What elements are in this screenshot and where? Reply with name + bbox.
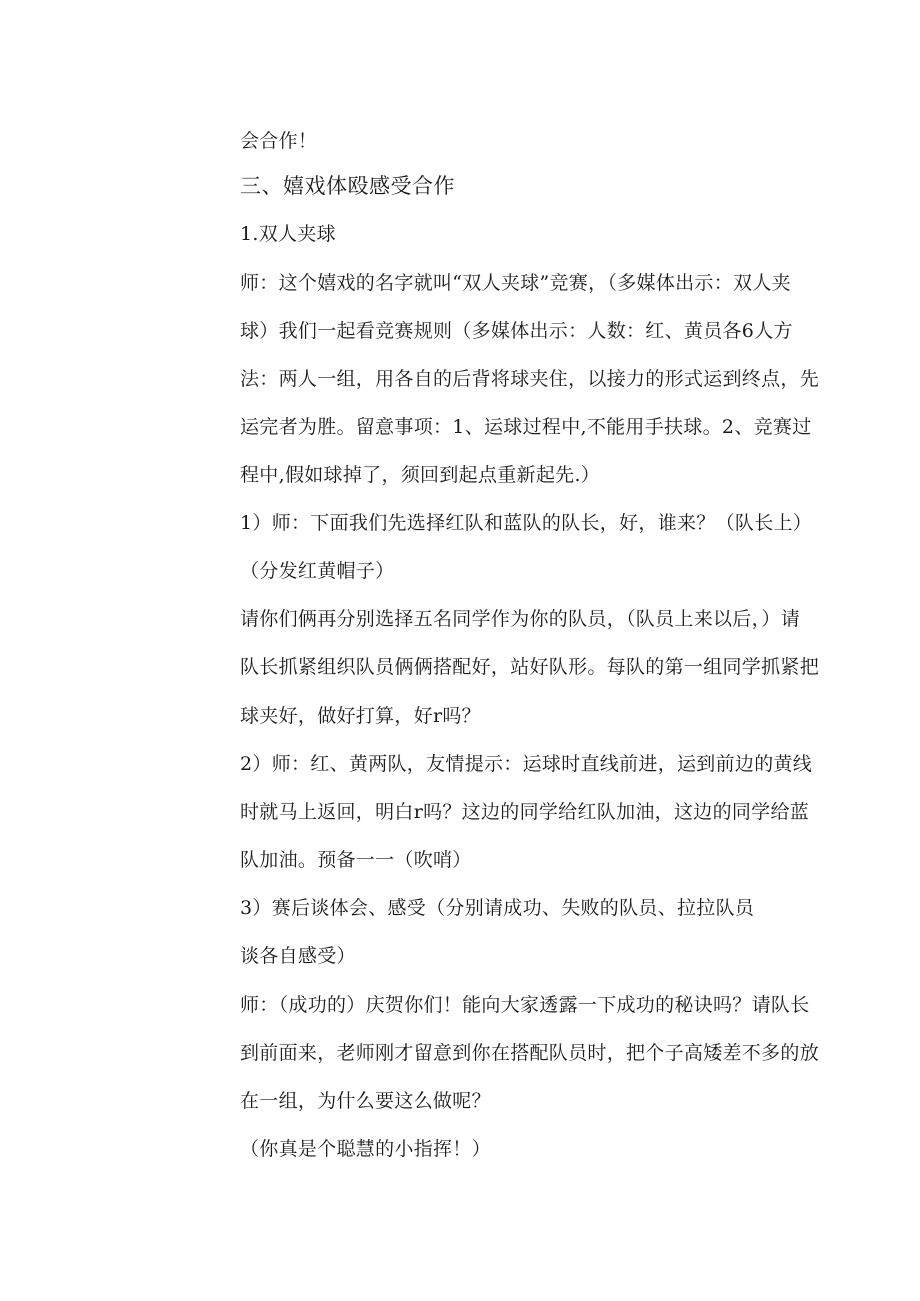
text-line: 程中,假如球掉了，须回到起点重新起先.） [240, 464, 601, 486]
section-heading: 三、嬉戏体殴感受合作 [240, 174, 455, 198]
text-line: 时就马上返回，明白r吗？这边的同学给红队加油，这边的同学给蓝 [240, 801, 810, 823]
subsection-heading: 1.双人夹球 [240, 223, 336, 245]
text-line: 队长抓紧组织队员俩俩搭配好，站好队形。每队的第一组同学抓紧把 [240, 656, 820, 678]
text-line: 师：（成功的）庆贺你们！能向大家透露一下成功的秘诀吗？请队长 [240, 994, 810, 1016]
text-line: 会合作！ [240, 130, 318, 152]
text-line: 谈各自感受） [240, 945, 356, 967]
text-line: 到前面来，老师刚才留意到你在搭配队员时，把个子高矮差不多的放 [240, 1042, 820, 1064]
text-line: 3）赛后谈体会、感受（分别请成功、失败的队员、拉拉队员 [240, 897, 755, 919]
text-line: 球夹好，做好打算，好r吗？ [240, 705, 481, 727]
text-line: 在一组，为什么要这么做呢？ [240, 1090, 491, 1112]
text-line: 队加油。预备一一（吹哨） [240, 849, 472, 871]
text-line: 运完者为胜。留意事项：1、运球过程中,不能用手扶球。2、竞赛过 [240, 416, 812, 438]
text-line: 法：两人一组，用各自的后背将球夹住，以接力的形式运到终点，先 [240, 368, 820, 390]
text-line: 球）我们一起看竞赛规则（多媒体出示：人数：红、黄员各6人方 [240, 320, 793, 342]
text-line: 师：这个嬉戏的名字就叫“双人夹球”竞赛，（多媒体出示：双人夹 [240, 272, 791, 294]
text-line: （你真是个聪慧的小指挥！） [240, 1138, 491, 1160]
text-line: （分发红黄帽子） [240, 560, 395, 582]
text-line: 2）师：红、黄两队，友情提示：运球时直线前进，运到前边的黄线 [240, 753, 813, 775]
text-line: 请你们俩再分别选择五名同学作为你的队员，（队员上来以后，）请 [240, 608, 801, 630]
text-line: 1）师：下面我们先选择红队和蓝队的队长，好，谁来？（队长上） [240, 512, 813, 534]
